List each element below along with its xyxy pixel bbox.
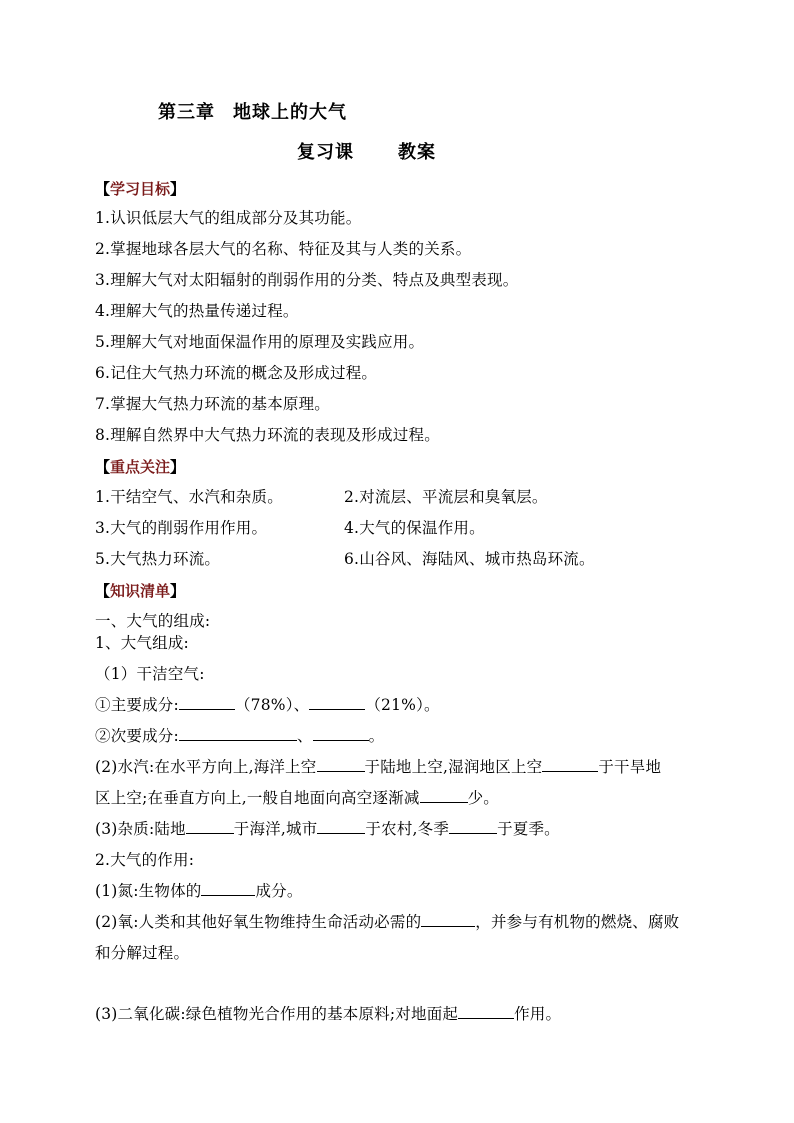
chapter-number: 第三章 xyxy=(158,102,215,123)
fill-blank[interactable] xyxy=(317,757,365,772)
fill-blank[interactable] xyxy=(313,726,369,741)
focus-item: 3.大气的削弱作用作用。 xyxy=(95,519,268,537)
focus-item: 4.大气的保温作用。 xyxy=(344,519,485,537)
goal-item: 4.理解大气的热量传递过程。 xyxy=(95,302,299,320)
fill-blank[interactable] xyxy=(421,912,475,927)
focus-item: 2.对流层、平流层和臭氧层。 xyxy=(344,488,548,506)
fill-blank[interactable] xyxy=(309,695,365,710)
section-heading-goals: 【学习目标】 xyxy=(95,180,186,198)
section-heading-focus: 【重点关注】 xyxy=(95,458,186,476)
water-vapor-line: (2)水汽:在水平方向上,海洋上空 于陆地上空,湿润地区上空 于干旱地 xyxy=(95,758,662,776)
goal-item: 8.理解自然界中大气热力环流的表现及形成过程。 xyxy=(95,426,440,444)
focus-item: 1.干结空气、水汽和杂质。 xyxy=(95,488,283,506)
fill-blank[interactable] xyxy=(179,695,235,710)
lesson-title xyxy=(297,138,436,164)
lesson-type: 教案 xyxy=(398,142,436,163)
fill-blank[interactable] xyxy=(449,819,497,834)
chapter-name: 地球上的大气 xyxy=(233,102,347,123)
lesson-name: 复习课 xyxy=(297,142,354,163)
knowledge-heading-1: 一、大气的组成: xyxy=(95,612,211,630)
focus-item: 5.大气热力环流。 xyxy=(95,550,221,568)
co2-line: (3)二氧化碳:绿色植物光合作用的基本原料;对地面起 作用。 xyxy=(95,1005,562,1023)
knowledge-heading-2: 1、大气组成: xyxy=(95,634,189,652)
section-heading-knowledge: 【知识清单】 xyxy=(95,582,186,600)
fill-blank[interactable] xyxy=(317,819,365,834)
knowledge-heading-3: 2.大气的作用: xyxy=(95,851,195,869)
goal-item: 1.认识低层大气的组成部分及其功能。 xyxy=(95,209,362,227)
goal-item: 7.掌握大气热力环流的基本原理。 xyxy=(95,395,330,413)
chapter-title xyxy=(158,98,347,124)
focus-item: 6.山谷风、海陆风、城市热岛环流。 xyxy=(344,550,595,568)
water-vapor-line-2: 区上空;在垂直方向上,一般自地面向高空逐渐减 少。 xyxy=(95,789,499,807)
fill-blank[interactable] xyxy=(186,819,234,834)
dry-air-heading: （1）干洁空气: xyxy=(95,665,205,683)
fill-blank[interactable] xyxy=(179,726,297,741)
minor-components-line: ②次要成分: 、 。 xyxy=(95,727,385,745)
impurities-line: (3)杂质:陆地 于海洋,城市 于农村,冬季 于夏季。 xyxy=(95,820,560,838)
nitrogen-line: (1)氮:生物体的 成分。 xyxy=(95,882,303,900)
fill-blank[interactable] xyxy=(458,1004,514,1019)
fill-blank[interactable] xyxy=(542,757,598,772)
goal-item: 6.记住大气热力环流的概念及形成过程。 xyxy=(95,364,378,382)
goal-item: 3.理解大气对太阳辐射的削弱作用的分类、特点及典型表现。 xyxy=(95,271,519,289)
main-components-line: ①主要成分: （78%）、 （21%）。 xyxy=(95,696,440,714)
goal-item: 5.理解大气对地面保温作用的原理及实践应用。 xyxy=(95,333,425,351)
oxygen-line-2: 和分解过程。 xyxy=(95,944,190,962)
fill-blank[interactable] xyxy=(420,788,468,803)
goal-item: 2.掌握地球各层大气的名称、特征及其与人类的关系。 xyxy=(95,240,472,258)
oxygen-line: (2)氧:人类和其他好氧生物维持生命活动必需的 ，并参与有机物的燃烧、腐败 xyxy=(95,913,680,931)
fill-blank[interactable] xyxy=(201,881,255,896)
